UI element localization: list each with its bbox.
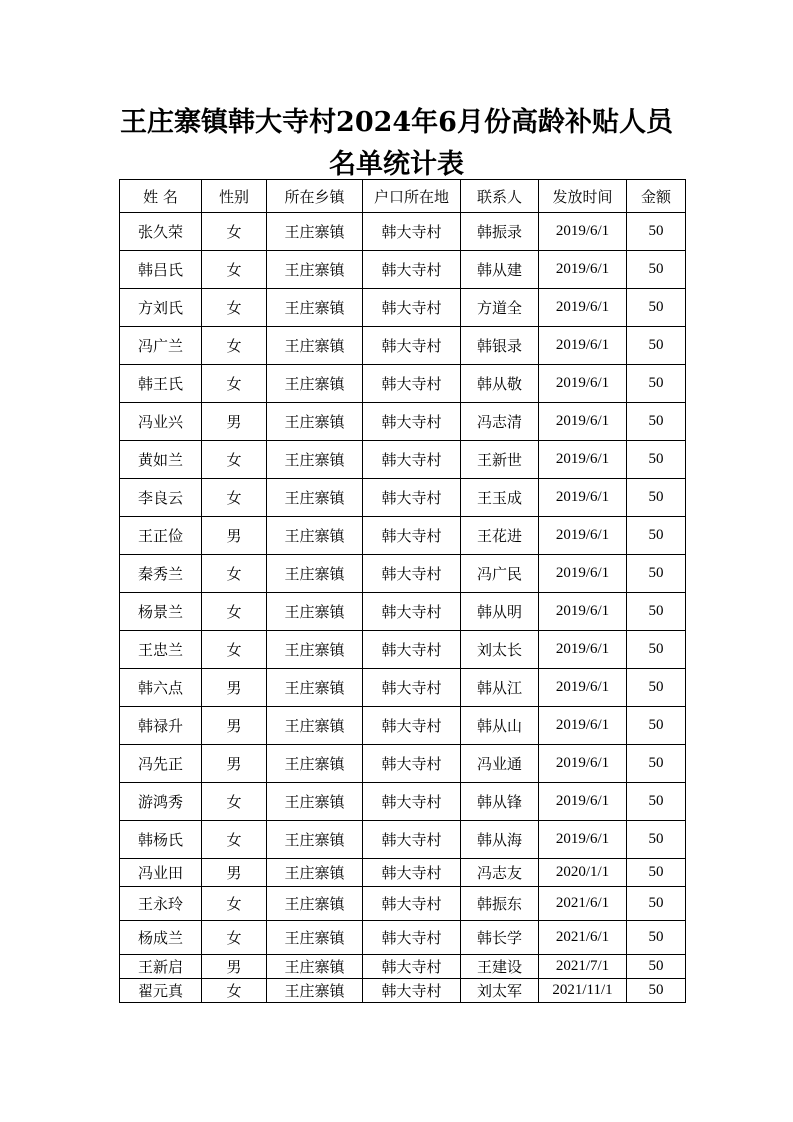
cell-contact: 刘太军 — [461, 979, 539, 1003]
table-row — [120, 859, 686, 887]
cell-township: 王庄寨镇 — [267, 213, 363, 251]
cell-amount: 50 — [627, 921, 686, 955]
table-row — [120, 631, 686, 669]
cell-household-registration: 韩大寺村 — [363, 365, 461, 403]
cell-gender: 女 — [202, 289, 267, 327]
cell-township: 王庄寨镇 — [267, 887, 363, 921]
cell-issue-date: 2019/6/1 — [539, 213, 627, 251]
cell-contact: 韩从明 — [461, 593, 539, 631]
cell-township: 王庄寨镇 — [267, 403, 363, 441]
cell-gender: 男 — [202, 669, 267, 707]
cell-gender: 女 — [202, 251, 267, 289]
cell-contact: 王建设 — [461, 955, 539, 979]
cell-issue-date: 2021/11/1 — [539, 979, 627, 1003]
header-name: 姓 名 — [120, 180, 202, 213]
cell-name: 冯先正 — [120, 745, 202, 783]
cell-name: 王正俭 — [120, 517, 202, 555]
cell-township: 王庄寨镇 — [267, 517, 363, 555]
cell-issue-date: 2019/6/1 — [539, 327, 627, 365]
cell-township: 王庄寨镇 — [267, 631, 363, 669]
cell-gender: 女 — [202, 327, 267, 365]
cell-household-registration: 韩大寺村 — [363, 921, 461, 955]
cell-household-registration: 韩大寺村 — [363, 631, 461, 669]
header-issue-date: 发放时间 — [539, 180, 627, 213]
cell-issue-date: 2019/6/1 — [539, 821, 627, 859]
cell-contact: 王花进 — [461, 517, 539, 555]
table-row — [120, 403, 686, 441]
cell-issue-date: 2019/6/1 — [539, 745, 627, 783]
cell-name: 王新启 — [120, 955, 202, 979]
cell-household-registration: 韩大寺村 — [363, 821, 461, 859]
cell-amount: 50 — [627, 517, 686, 555]
table-row — [120, 289, 686, 327]
cell-gender: 女 — [202, 213, 267, 251]
header-contact: 联系人 — [461, 180, 539, 213]
cell-name: 韩杨氏 — [120, 821, 202, 859]
cell-issue-date: 2019/6/1 — [539, 289, 627, 327]
cell-township: 王庄寨镇 — [267, 593, 363, 631]
cell-household-registration: 韩大寺村 — [363, 859, 461, 887]
cell-household-registration: 韩大寺村 — [363, 403, 461, 441]
cell-gender: 女 — [202, 555, 267, 593]
cell-contact: 韩从海 — [461, 821, 539, 859]
cell-amount: 50 — [627, 251, 686, 289]
cell-amount: 50 — [627, 479, 686, 517]
cell-name: 王忠兰 — [120, 631, 202, 669]
cell-amount: 50 — [627, 979, 686, 1003]
cell-township: 王庄寨镇 — [267, 707, 363, 745]
cell-amount: 50 — [627, 745, 686, 783]
cell-issue-date: 2019/6/1 — [539, 251, 627, 289]
table-row — [120, 555, 686, 593]
cell-amount: 50 — [627, 783, 686, 821]
cell-household-registration: 韩大寺村 — [363, 327, 461, 365]
cell-amount: 50 — [627, 669, 686, 707]
cell-amount: 50 — [627, 441, 686, 479]
table-row — [120, 669, 686, 707]
cell-contact: 方道全 — [461, 289, 539, 327]
header-household-registration: 户口所在地 — [363, 180, 461, 213]
cell-township: 王庄寨镇 — [267, 479, 363, 517]
table-row — [120, 887, 686, 921]
cell-contact: 韩振东 — [461, 887, 539, 921]
cell-issue-date: 2019/6/1 — [539, 479, 627, 517]
cell-household-registration: 韩大寺村 — [363, 289, 461, 327]
cell-issue-date: 2019/6/1 — [539, 783, 627, 821]
cell-amount: 50 — [627, 593, 686, 631]
table-row — [120, 251, 686, 289]
cell-amount: 50 — [627, 289, 686, 327]
cell-gender: 女 — [202, 593, 267, 631]
cell-contact: 韩从锋 — [461, 783, 539, 821]
cell-issue-date: 2021/6/1 — [539, 921, 627, 955]
table-row — [120, 441, 686, 479]
cell-amount: 50 — [627, 631, 686, 669]
cell-township: 王庄寨镇 — [267, 669, 363, 707]
cell-name: 韩吕氏 — [120, 251, 202, 289]
cell-contact: 王玉成 — [461, 479, 539, 517]
cell-township: 王庄寨镇 — [267, 251, 363, 289]
cell-gender: 女 — [202, 441, 267, 479]
cell-issue-date: 2019/6/1 — [539, 707, 627, 745]
table-row — [120, 955, 686, 979]
cell-township: 王庄寨镇 — [267, 821, 363, 859]
cell-township: 王庄寨镇 — [267, 859, 363, 887]
table-row — [120, 783, 686, 821]
cell-township: 王庄寨镇 — [267, 955, 363, 979]
cell-township: 王庄寨镇 — [267, 441, 363, 479]
cell-amount: 50 — [627, 707, 686, 745]
cell-name: 王永玲 — [120, 887, 202, 921]
cell-contact: 韩从山 — [461, 707, 539, 745]
table-row — [120, 593, 686, 631]
cell-contact: 冯广民 — [461, 555, 539, 593]
cell-household-registration: 韩大寺村 — [363, 887, 461, 921]
cell-contact: 韩银录 — [461, 327, 539, 365]
cell-amount: 50 — [627, 327, 686, 365]
cell-township: 王庄寨镇 — [267, 979, 363, 1003]
cell-name: 张久荣 — [120, 213, 202, 251]
table-row — [120, 921, 686, 955]
table-row — [120, 365, 686, 403]
cell-household-registration: 韩大寺村 — [363, 593, 461, 631]
cell-issue-date: 2019/6/1 — [539, 441, 627, 479]
cell-household-registration: 韩大寺村 — [363, 517, 461, 555]
cell-name: 翟元真 — [120, 979, 202, 1003]
header-amount: 金额 — [627, 180, 686, 213]
cell-name: 方刘氏 — [120, 289, 202, 327]
cell-issue-date: 2019/6/1 — [539, 593, 627, 631]
cell-gender: 女 — [202, 979, 267, 1003]
cell-township: 王庄寨镇 — [267, 327, 363, 365]
cell-name: 冯广兰 — [120, 327, 202, 365]
cell-gender: 女 — [202, 887, 267, 921]
cell-amount: 50 — [627, 213, 686, 251]
cell-issue-date: 2019/6/1 — [539, 403, 627, 441]
cell-contact: 韩长学 — [461, 921, 539, 955]
table-row — [120, 821, 686, 859]
cell-issue-date: 2020/1/1 — [539, 859, 627, 887]
cell-amount: 50 — [627, 887, 686, 921]
cell-contact: 刘太长 — [461, 631, 539, 669]
cell-amount: 50 — [627, 821, 686, 859]
document-title-line1: 王庄寨镇韩大寺村2024年6月份高龄补贴人员 — [120, 107, 673, 138]
cell-household-registration: 韩大寺村 — [363, 669, 461, 707]
cell-name: 杨成兰 — [120, 921, 202, 955]
cell-household-registration: 韩大寺村 — [363, 745, 461, 783]
table-row — [120, 327, 686, 365]
header-gender: 性别 — [202, 180, 267, 213]
cell-amount: 50 — [627, 555, 686, 593]
cell-household-registration: 韩大寺村 — [363, 479, 461, 517]
cell-gender: 女 — [202, 479, 267, 517]
cell-name: 冯业兴 — [120, 403, 202, 441]
cell-contact: 韩从江 — [461, 669, 539, 707]
cell-township: 王庄寨镇 — [267, 921, 363, 955]
cell-gender: 男 — [202, 859, 267, 887]
subsidy-roster-table — [119, 179, 686, 1003]
cell-contact: 王新世 — [461, 441, 539, 479]
cell-gender: 女 — [202, 365, 267, 403]
table-header-row — [120, 180, 686, 213]
cell-contact: 冯志清 — [461, 403, 539, 441]
cell-household-registration: 韩大寺村 — [363, 707, 461, 745]
cell-household-registration: 韩大寺村 — [363, 251, 461, 289]
cell-name: 游鸿秀 — [120, 783, 202, 821]
cell-issue-date: 2019/6/1 — [539, 631, 627, 669]
cell-name: 黄如兰 — [120, 441, 202, 479]
cell-township: 王庄寨镇 — [267, 365, 363, 403]
table-row — [120, 707, 686, 745]
cell-name: 杨景兰 — [120, 593, 202, 631]
cell-household-registration: 韩大寺村 — [363, 555, 461, 593]
cell-household-registration: 韩大寺村 — [363, 979, 461, 1003]
cell-gender: 男 — [202, 955, 267, 979]
cell-issue-date: 2019/6/1 — [539, 365, 627, 403]
cell-household-registration: 韩大寺村 — [363, 213, 461, 251]
cell-issue-date: 2019/6/1 — [539, 517, 627, 555]
cell-name: 韩王氏 — [120, 365, 202, 403]
cell-gender: 男 — [202, 517, 267, 555]
cell-gender: 男 — [202, 707, 267, 745]
cell-name: 秦秀兰 — [120, 555, 202, 593]
cell-household-registration: 韩大寺村 — [363, 441, 461, 479]
cell-contact: 韩振录 — [461, 213, 539, 251]
table-body — [120, 213, 686, 1003]
cell-household-registration: 韩大寺村 — [363, 955, 461, 979]
document-title-line2: 名单统计表 — [329, 149, 464, 180]
cell-amount: 50 — [627, 403, 686, 441]
cell-contact: 冯业通 — [461, 745, 539, 783]
table-row — [120, 479, 686, 517]
header-township: 所在乡镇 — [267, 180, 363, 213]
cell-township: 王庄寨镇 — [267, 555, 363, 593]
cell-gender: 男 — [202, 403, 267, 441]
cell-gender: 女 — [202, 783, 267, 821]
table-row — [120, 979, 686, 1003]
cell-name: 韩禄升 — [120, 707, 202, 745]
cell-township: 王庄寨镇 — [267, 289, 363, 327]
cell-township: 王庄寨镇 — [267, 783, 363, 821]
cell-amount: 50 — [627, 955, 686, 979]
cell-township: 王庄寨镇 — [267, 745, 363, 783]
cell-amount: 50 — [627, 859, 686, 887]
cell-issue-date: 2019/6/1 — [539, 555, 627, 593]
table-row — [120, 745, 686, 783]
cell-household-registration: 韩大寺村 — [363, 783, 461, 821]
cell-contact: 韩从建 — [461, 251, 539, 289]
cell-issue-date: 2019/6/1 — [539, 669, 627, 707]
cell-gender: 女 — [202, 631, 267, 669]
cell-contact: 韩从敬 — [461, 365, 539, 403]
table-row — [120, 517, 686, 555]
cell-gender: 女 — [202, 821, 267, 859]
cell-contact: 冯志友 — [461, 859, 539, 887]
cell-amount: 50 — [627, 365, 686, 403]
cell-name: 李良云 — [120, 479, 202, 517]
cell-gender: 女 — [202, 921, 267, 955]
cell-name: 韩六点 — [120, 669, 202, 707]
cell-gender: 男 — [202, 745, 267, 783]
cell-issue-date: 2021/6/1 — [539, 887, 627, 921]
cell-name: 冯业田 — [120, 859, 202, 887]
cell-issue-date: 2021/7/1 — [539, 955, 627, 979]
table-row — [120, 213, 686, 251]
